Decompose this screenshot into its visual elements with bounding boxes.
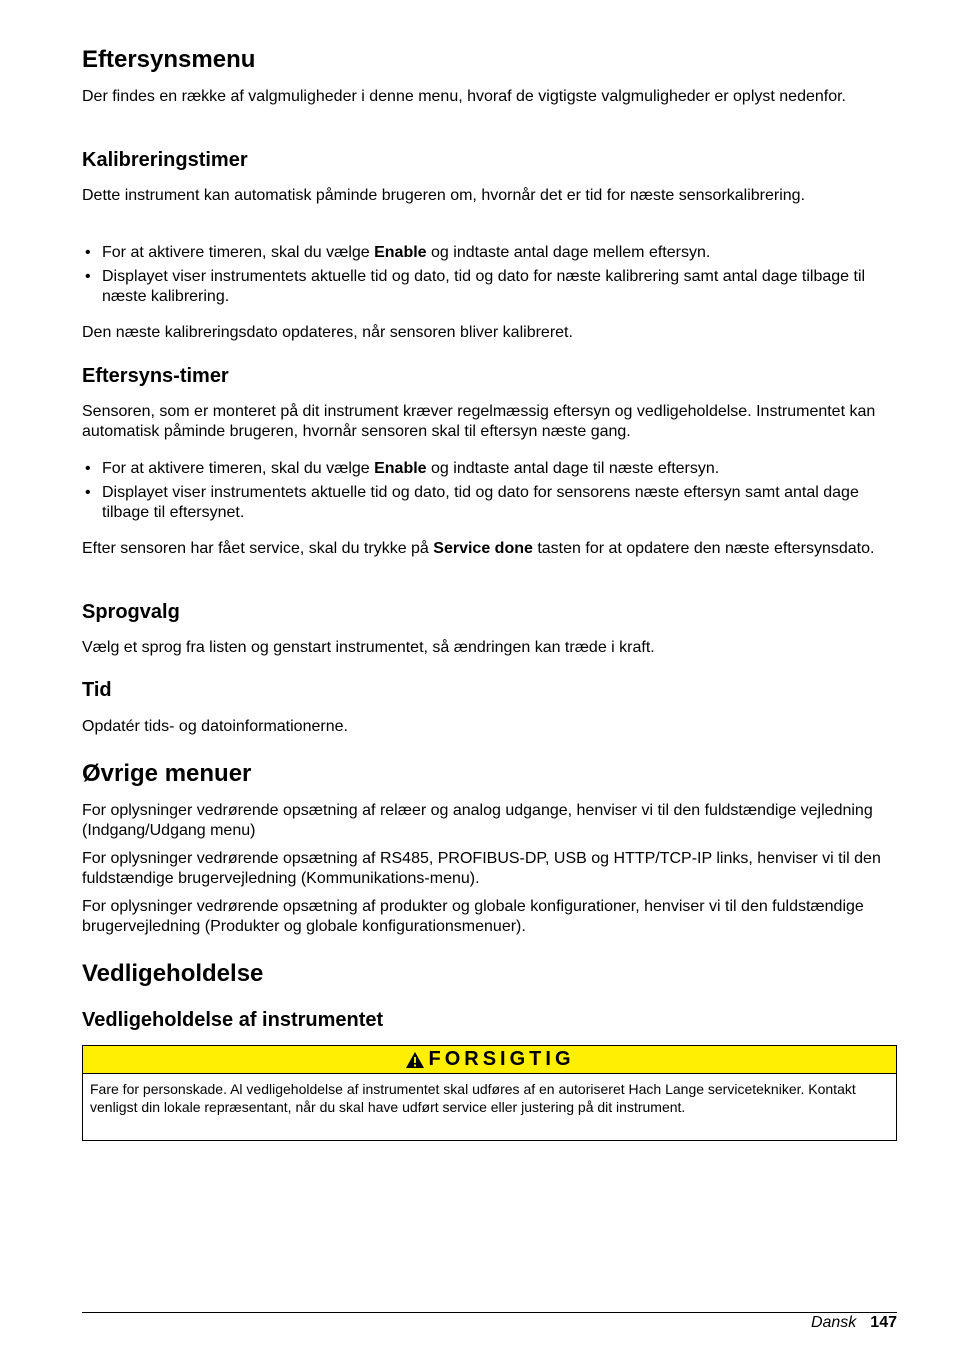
heading-tid: Tid [82,679,112,701]
page-number: 147 [870,1314,897,1331]
heading-sprogvalg: Sprogvalg [82,601,180,623]
footer-divider [82,1312,897,1313]
heading-kalibreringstimer: Kalibreringstimer [82,149,248,171]
eftersynsmenu-intro: Der findes en række af valgmuligheder i denne menu, hvoraf de vigtigste valgmuligheder er oplyst nedenfor. [82,88,846,105]
tid-text: Opdatér tids- og datoinformationerne. [82,718,348,735]
caution-box [82,1045,897,1141]
heading-eftersynsmenu: Eftersynsmenu [82,46,256,73]
kalibreringstimer-note: Den næste kalibreringsdato opdateres, når sensoren bliver kalibreret. [82,324,573,341]
kalibreringstimer-intro: Dette instrument kan automatisk påminde brugeren om, hvornår det er tid for næste sensorkalibrering. [82,187,806,204]
caution-label: FORSIGTIG [428,1048,575,1070]
list-item: • For at aktivere timeren, skal du vælge Enable og indtaste antal dage mellem eftersyn. [82,243,897,263]
heading-vedligeholdelse: Vedligeholdelse [82,960,264,987]
heading-eftersyns-timer: Eftersyns-timer [82,365,229,387]
ovrige-p2: For oplysninger vedrørende opsætning af RS485, PROFIBUS-DP, USB og HTTP/TCP-IP links, henviser vi til den fuldstændige brugervejledning (Kommunikations-menu). [82,850,881,887]
caution-header [83,1046,896,1074]
list-item: • Displayet viser instrumentets aktuelle tid og dato, tid og dato for sensorens næste eftersyn samt antal dage tilbage til eftersynet. [82,483,897,523]
ovrige-p1: For oplysninger vedrørende opsætning af relæer og analog udgange, henviser vi til den fuldstændige vejledning (Indgang/Udgang menu) [82,802,873,839]
eftersyns-timer-note: Efter sensoren har fået service, skal du trykke på Service done tasten for at opdatere den næste eftersynsdato. [82,540,875,557]
list-item: • For at aktivere timeren, skal du vælge Enable og indtaste antal dage til næste eftersyn. [82,459,897,479]
footer-language: Dansk [810,1314,857,1331]
kalibreringstimer-list [82,243,897,311]
page-footer [811,1313,897,1333]
ovrige-p3: For oplysninger vedrørende opsætning af produkter og globale konfigurationer, henviser vi til den fuldstændige brugervejledning (Produkter og globale konfigurationsmenuer). [82,898,864,935]
caution-text: Fare for personskade. Al vedligeholdelse af instrumentet skal udføres af en autoriseret Hach Lange servicetekniker. Kontakt venligst din lokale repræsentant, når du skal have udført service eller justering på dit instrument. [90,1081,856,1115]
eftersyns-timer-intro: Sensoren, som er monteret på dit instrument kræver regelmæssig eftersyn og vedligeholdelse. Instrumentet kan automatisk påminde brugeren, hvornår sensoren skal til eftersyn næste gang. [82,403,876,440]
heading-ovrige-menuer: Øvrige menuer [82,760,252,787]
heading-vedligeholdelse-instrument: Vedligeholdelse af instrumentet [82,1009,384,1031]
sprogvalg-text: Vælg et sprog fra listen og genstart instrumentet, så ændringen kan træde i kraft. [82,639,655,656]
eftersyns-timer-list [82,459,897,527]
warning-triangle-icon [405,1051,425,1069]
list-item: • Displayet viser instrumentets aktuelle tid og dato, tid og dato for næste kalibrering samt antal dage tilbage til næste kalibrering. [82,267,897,307]
